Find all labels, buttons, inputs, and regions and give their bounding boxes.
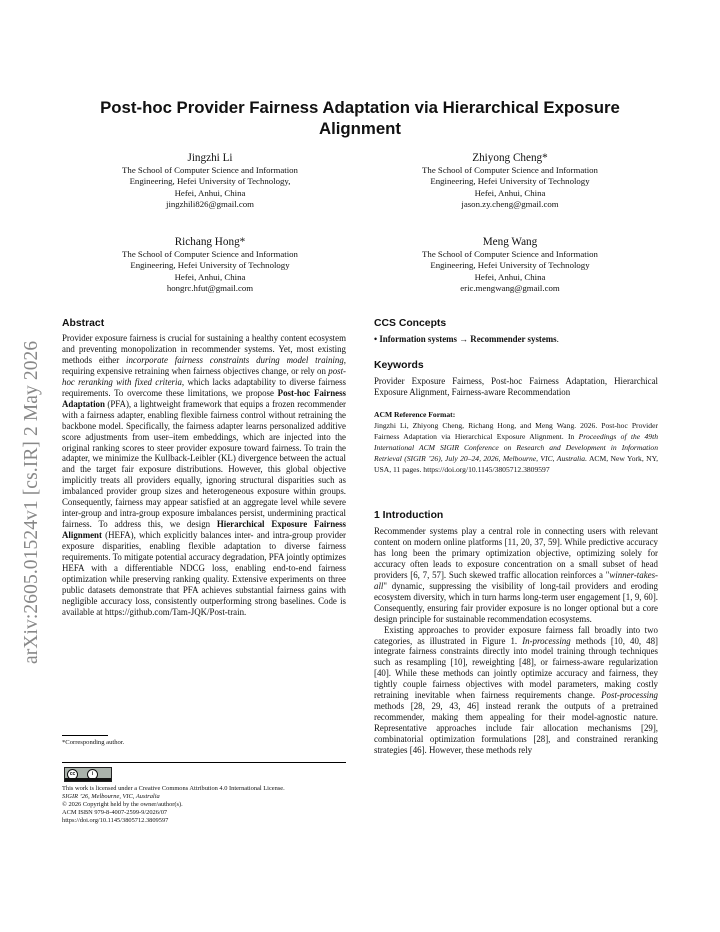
abstract-emphasis: post-hoc reranking with fixed criteria [62, 365, 346, 387]
intro-fragment: methods [10, 40, 48] integrate fairness constraints directly into model training through techniques such as resampling [10], reweighting [48], or fairness-aware regularization [40]. While these methods can jointly optimize accuracy and fairness, they tightly couple fairness objectives with model parameters, making costly retraining inevitable when fairness requirements change. [374, 635, 658, 701]
introduction-paragraph-1 [374, 526, 658, 625]
cc-icon: cc [67, 769, 78, 780]
abstract-bold-term: Hierarchical Exposure Fairness Alignment [62, 519, 347, 541]
intro-fragment: methods [28, 29, 43, 46] instead rerank the outputs of a pretrained recommender, making them appealing for their model-agnostic nature. Representative approaches include fair allocation mechanisms [29], combinatorial optimization formulations [28], and constrained reranking strategies [46]. However, these methods rely [374, 701, 658, 756]
ccs-concept: • Information systems → Recommender systems [374, 334, 557, 344]
abstract-heading: Abstract [62, 318, 105, 329]
author-affiliation: The School of Computer Science and Information [422, 165, 598, 175]
author-email: hongrc.hfut@gmail.com [166, 283, 254, 294]
author-affiliation: Hefei, Anhui, China [174, 271, 246, 282]
ccs-period: . [556, 334, 559, 344]
acm-reference-proceedings: Proceedings of the 49th International ACM SIGIR Conference on Research and Development in Information Retrieval (SIGIR ’26), July 20–24, 2026, Melbourne, VIC, Australia. [374, 431, 659, 463]
author-name: Meng Wang [482, 236, 538, 248]
attribution-icon: i [87, 769, 98, 780]
license-doi: https://doi.org/10.1145/3805712.3809597 [62, 816, 169, 824]
abstract-emphasis: incorporate fairness constraints during model training [126, 354, 344, 365]
intro-emphasis: Post-processing [601, 690, 658, 701]
author-affiliation: The School of Computer Science and Information [422, 249, 598, 259]
author-affiliation: Engineering, Hefei University of Technology [430, 260, 590, 271]
license-rule [62, 762, 346, 763]
author-block-3 [60, 235, 360, 295]
introduction-section [374, 509, 658, 756]
license-line: This work is licensed under a Creative Commons Attribution 4.0 International License. [62, 785, 285, 792]
abstract-bold-term: Post-hoc Fairness Adaptation [62, 387, 346, 409]
author-affiliation: Hefei, Anhui, China [474, 271, 546, 282]
acm-reference-fragment: ACM, New York, NY, USA, 11 pages. https://doi.org/10.1145/3805712.3809597 [374, 453, 658, 474]
author-name: Jingzhi Li [187, 152, 233, 164]
author-affiliation: Engineering, Hefei University of Technology [130, 260, 290, 271]
acm-reference-section [374, 410, 658, 476]
ccs-section [374, 317, 658, 345]
abstract-fragment: , requiring expensive retraining when fairness objectives change, or rely on [62, 354, 346, 376]
intro-emphasis: In-processing [522, 635, 571, 646]
author-block-4 [360, 235, 660, 295]
author-block-1 [60, 151, 360, 211]
author-affiliation: The School of Computer Science and Information [122, 165, 298, 175]
intro-emphasis: winner-takes-all [374, 569, 658, 591]
license-isbn: ACM ISBN 979-8-4007-2599-9/2026/07 [62, 808, 168, 816]
acm-reference-text [374, 421, 658, 476]
author-name: Richang Hong* [174, 236, 246, 248]
introduction-paragraph-2 [374, 625, 658, 756]
creative-commons-badge [64, 767, 112, 782]
ccs-text [374, 334, 658, 345]
author-affiliation: The School of Computer Science and Information [122, 249, 298, 259]
author-email: eric.mengwang@gmail.com [460, 283, 560, 294]
ccs-heading: CCS Concepts [374, 318, 447, 329]
intro-fragment: Recommender systems play a central role in connecting users with relevant content on modern online platforms [11, 20, 37, 59]. While predictive accuracy has long been the primary optimization objective, optimizing solely for accuracy often leads to exposure concentration on a small subset of head providers [6, 7, 57]. Such skewed traffic allocation reinforces a " [374, 526, 658, 580]
abstract-section [62, 317, 346, 618]
introduction-heading: 1 Introduction [374, 510, 444, 521]
acm-reference-heading: ACM Reference Format: [374, 410, 456, 419]
corresponding-author-footnote: *Corresponding author. [62, 739, 125, 746]
badge-strip [65, 778, 111, 781]
keywords-text: Provider Exposure Fairness, Post-hoc Fairness Adaptation, Hierarchical Exposure Alignment, Fairness-aware Recommendation [374, 376, 658, 397]
arxiv-identifier: arXiv:2605.01524v1 [cs.IR] 2 May 2026 [21, 340, 42, 664]
footnote-rule [62, 735, 108, 736]
license-venue: SIGIR ’26, Melbourne, VIC, Australia [62, 792, 160, 800]
author-email: jingzhili826@gmail.com [166, 199, 254, 210]
paper-title: Post-hoc Provider Fairness Adaptation via Hierarchical Exposure Alignment [100, 98, 620, 138]
abstract-fragment: , which lacks adaptability to diverse fairness requirements. To overcome these limitations, we propose [62, 376, 346, 398]
keywords-heading: Keywords [374, 360, 424, 371]
author-affiliation: Engineering, Hefei University of Technology [430, 176, 590, 187]
keywords-section [374, 359, 658, 398]
license-copyright: © 2026 Copyright held by the owner/author(s). [62, 800, 183, 808]
abstract-fragment: (HEFA), which explicitly balances inter- and intra-group provider exposure disparities, enabling flexible adaptation to diverse fairness requirements. To mitigate potential accuracy degradation, PFA jointly optimizes HEFA with a differentiable NDCG loss, enabling end-to-end fairness optimization while preserving ranking quality. Extensive experiments on three public datasets demonstrate that PFA achieves substantial fairness gains with negligible accuracy loss, consistently outperforming strong baselines. Code is available at https://github.com/Tam-JQK/Post-train. [62, 530, 346, 617]
intro-fragment: Existing approaches to provider exposure fairness fall broadly into two categories, as illustrated in Figure 1. [374, 624, 658, 646]
intro-fragment: " dynamic, suppressing the visibility of long-tail providers and eroding ecosystem diversity, which in turn harms long-term user engagement [1, 9, 60]. Consequently, ensuring fair provider exposure is no longer optional but a core design principle for sustainable recommendation ecosystems. [374, 580, 658, 624]
author-name: Zhiyong Cheng* [472, 152, 548, 164]
license-block [62, 785, 352, 825]
abstract-fragment: (PFA), a lightweight framework that equips a frozen recommender with a fairness adapter, enabling flexible fairness control without retraining the backbone model. Specifically, the fairness adapter learns personalized additive score adjustments from user–item embeddings, which are injected into the original ranking scores to steer provider exposure toward fairness. To train the adapter, we minimize the Kullback-Leibler (KL) divergence between the actual and the target fair exposure distributions. However, this global objective implicitly treats all providers equally, ignoring structural disparities such as imbalanced provider group sizes and heterogeneous exposure within groups. Consequently, fairness may appear satisfied at an aggregate level while severe inter-group and intra-group exposure imbalances persist, undermining practical fairness. To address this, we design [62, 398, 346, 530]
abstract-text [62, 333, 346, 618]
author-affiliation: Hefei, Anhui, China [474, 187, 546, 198]
acm-reference-fragment: Jingzhi Li, Zhiyong Cheng, Richang Hong, and Meng Wang. 2026. Post-hoc Provider Fairness Adaptation via Hierarchical Exposure Alignment. In [374, 421, 658, 441]
abstract-fragment: Provider exposure fairness is crucial for sustaining a healthy content ecosystem and preventing monopolization in recommender systems. Yet, most existing methods either [62, 333, 346, 365]
author-affiliation: Engineering, Hefei University of Technology, [129, 176, 291, 187]
author-block-2 [360, 151, 660, 211]
author-affiliation: Hefei, Anhui, China [174, 187, 246, 198]
author-email: jason.zy.cheng@gmail.com [461, 199, 559, 210]
